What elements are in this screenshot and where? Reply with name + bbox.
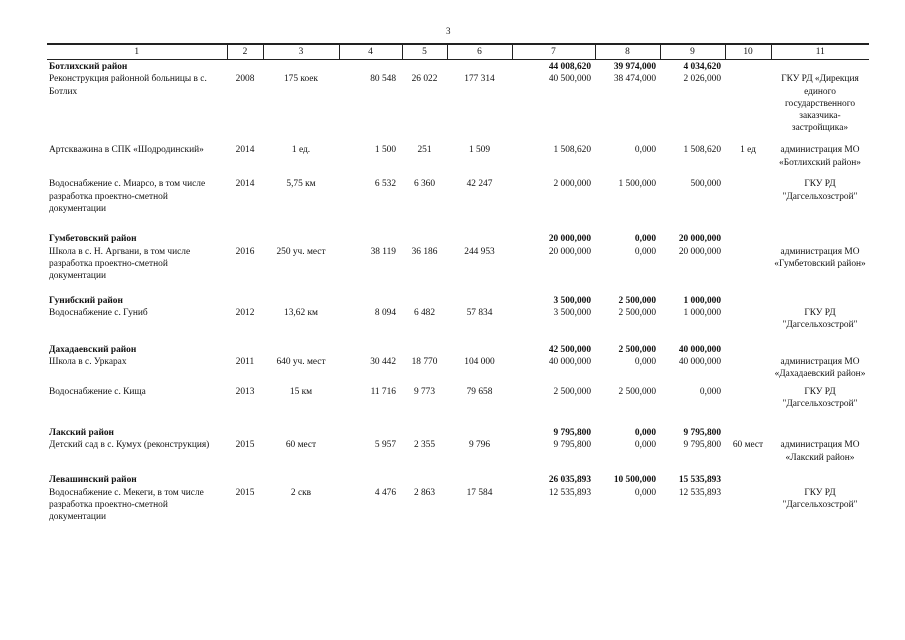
project-col-6: 17 584 <box>466 487 493 498</box>
column-header: 9 <box>660 44 725 60</box>
project-col-9: 0,000 <box>699 387 721 398</box>
project-col-5: 9 773 <box>413 387 436 398</box>
district-total-8: 0,000 <box>634 428 656 439</box>
project-col-8: 0,000 <box>634 246 656 257</box>
district-row <box>47 343 869 356</box>
project-col-10 <box>725 246 771 294</box>
column-header: 11 <box>771 44 869 60</box>
investment-projects-table <box>47 43 869 531</box>
project-capacity: 175 коек <box>283 74 318 85</box>
project-row <box>47 246 869 294</box>
project-col-10 <box>725 307 771 343</box>
project-capacity: 5,75 км <box>286 179 316 190</box>
district-name: Гунибский район <box>49 295 123 306</box>
project-col-9: 1 000,000 <box>683 307 721 318</box>
project-col-8: 0,000 <box>634 440 656 451</box>
project-row <box>47 144 869 178</box>
project-name: Реконструкция районной больницы в с. Ботлих <box>49 74 207 97</box>
project-col-9: 12 535,893 <box>678 487 721 498</box>
project-col-7: 1 508,620 <box>553 145 591 156</box>
project-col-5: 2 863 <box>413 487 436 498</box>
project-col-7: 2 500,000 <box>553 387 591 398</box>
project-capacity: 2 скв <box>290 487 312 498</box>
project-capacity: 250 уч. мест <box>276 246 326 257</box>
project-col-7: 20 000,000 <box>548 246 591 257</box>
district-total-7: 26 035,893 <box>548 475 591 486</box>
project-col-7: 12 535,893 <box>548 487 591 498</box>
project-customer: ГКУ РД «Дирекция единого государственного заказчика-застройщика» <box>781 74 859 134</box>
column-header: 6 <box>447 44 512 60</box>
project-customer: администрация МО «Гумбетовский район» <box>774 246 866 269</box>
district-row <box>47 294 869 307</box>
project-col-5: 6 482 <box>413 307 436 318</box>
project-customer: ГКУ РД "Дагсельхозстрой" <box>782 179 858 202</box>
district-total-9: 4 034,620 <box>683 62 721 73</box>
column-header: 10 <box>725 44 771 60</box>
project-capacity: 13,62 км <box>284 307 318 318</box>
project-col-9: 2 026,000 <box>683 74 721 85</box>
project-col-5: 2 355 <box>413 440 436 451</box>
project-col-4: 80 548 <box>370 74 396 85</box>
district-total-7: 42 500,000 <box>548 344 591 355</box>
project-capacity: 60 мест <box>285 440 317 451</box>
district-total-9: 15 535,893 <box>678 475 721 486</box>
page-number: 3 <box>446 26 451 36</box>
project-col-5: 36 186 <box>411 246 438 257</box>
project-col-6: 42 247 <box>466 179 493 190</box>
project-col-6: 9 796 <box>468 440 491 451</box>
project-name: Детский сад в с. Кумух (реконструкция) <box>49 440 210 451</box>
district-total-9: 20 000,000 <box>678 234 721 245</box>
project-col-5: 26 022 <box>411 74 438 85</box>
project-col-4: 38 119 <box>370 246 396 257</box>
project-year: 2015 <box>235 487 255 498</box>
project-col-5: 6 360 <box>413 179 436 190</box>
project-col-8: 2 500,000 <box>618 307 656 318</box>
project-row <box>47 178 869 232</box>
district-total-8: 10 500,000 <box>613 475 656 486</box>
column-header: 1 <box>47 44 227 60</box>
column-header: 8 <box>595 44 660 60</box>
district-total-8: 2 500,000 <box>618 344 656 355</box>
district-total-9: 40 000,000 <box>678 344 721 355</box>
project-col-6: 177 314 <box>464 74 495 85</box>
project-col-6: 57 834 <box>466 307 493 318</box>
project-customer: администрация МО «Лакский район» <box>780 440 860 463</box>
district-name: Левашинский район <box>49 475 137 486</box>
project-col-8: 0,000 <box>634 357 656 368</box>
project-year: 2015 <box>235 440 255 451</box>
project-customer: администрация МО «Дахадаевский район» <box>774 357 866 380</box>
district-row <box>47 60 869 74</box>
project-col-7: 9 795,800 <box>553 440 591 451</box>
project-year: 2014 <box>235 145 255 156</box>
project-name: Школа в с. Н. Аргвани, в том числе разработка проектно-сметной документации <box>49 246 191 282</box>
project-col-10 <box>725 356 771 386</box>
project-col-6: 104 000 <box>464 357 495 368</box>
project-col-9: 9 795,800 <box>683 440 721 451</box>
project-row <box>47 307 869 343</box>
project-customer: ГКУ РД "Дагсельхозстрой" <box>782 307 858 331</box>
project-col-7: 3 500,000 <box>553 307 591 318</box>
column-number-row <box>47 44 869 60</box>
project-year: 2013 <box>235 387 255 398</box>
column-header: 5 <box>402 44 447 60</box>
district-total-7: 44 008,620 <box>548 62 591 73</box>
district-total-7: 20 000,000 <box>548 234 591 245</box>
project-row <box>47 439 869 473</box>
project-col-7: 2 000,000 <box>553 179 591 190</box>
project-col-5: 251 <box>417 145 432 156</box>
project-year: 2016 <box>235 246 255 257</box>
project-col-7: 40 500,000 <box>548 74 591 85</box>
district-total-7: 9 795,800 <box>553 428 591 439</box>
district-total-7: 3 500,000 <box>553 295 591 306</box>
district-name: Лакский район <box>49 428 114 439</box>
project-name: Школа в с. Уркарах <box>49 357 127 368</box>
project-customer: ГКУ РД "Дагсельхозстрой" <box>782 487 858 510</box>
project-col-8: 0,000 <box>634 145 656 156</box>
project-row <box>47 356 869 386</box>
project-customer: администрация МО «Ботлихский район» <box>779 145 861 168</box>
district-total-8: 39 974,000 <box>613 62 656 73</box>
column-header: 4 <box>339 44 402 60</box>
project-capacity: 640 уч. мест <box>276 357 326 368</box>
project-col-8: 1 500,000 <box>618 179 656 190</box>
project-col-8: 38 474,000 <box>613 74 656 85</box>
project-col-9: 500,000 <box>690 179 721 190</box>
project-col-7: 40 000,000 <box>548 357 591 368</box>
district-total-8: 2 500,000 <box>618 295 656 306</box>
project-col-10: 1 ед <box>740 145 756 156</box>
project-col-4: 11 716 <box>370 387 396 398</box>
project-col-10: 60 мест <box>732 440 764 451</box>
project-customer: ГКУ РД "Дагсельхозстрой" <box>782 387 858 410</box>
project-year: 2011 <box>235 357 255 368</box>
district-name: Гумбетовский район <box>49 234 137 245</box>
project-name: Водоснабжение с. Мекеги, в том числе разработка проектно-сметной документации <box>49 487 204 522</box>
district-name: Дахадаевский район <box>49 344 137 355</box>
project-col-10 <box>725 73 771 144</box>
project-col-4: 1 500 <box>374 145 396 156</box>
column-header: 2 <box>227 44 263 60</box>
project-col-4: 8 094 <box>374 307 396 318</box>
project-col-9: 20 000,000 <box>678 246 721 257</box>
project-col-10 <box>725 386 771 426</box>
project-col-8: 0,000 <box>634 487 656 498</box>
district-row <box>47 473 869 486</box>
project-name: Водоснабжение с. Кища <box>49 387 146 398</box>
project-year: 2014 <box>235 179 255 190</box>
project-row <box>47 386 869 426</box>
project-col-9: 1 508,620 <box>683 145 721 156</box>
project-year: 2008 <box>235 74 255 85</box>
project-row <box>47 487 869 531</box>
district-total-8: 0,000 <box>634 234 656 245</box>
project-col-6: 79 658 <box>466 387 493 398</box>
project-col-9: 40 000,000 <box>678 357 721 368</box>
project-col-4: 5 957 <box>374 440 396 451</box>
column-header: 3 <box>263 44 339 60</box>
project-col-8: 2 500,000 <box>618 387 656 398</box>
district-row <box>47 426 869 439</box>
project-capacity: 1 ед. <box>291 145 311 156</box>
project-col-4: 6 532 <box>374 179 396 190</box>
project-col-6: 244 953 <box>464 246 495 257</box>
project-row <box>47 73 869 144</box>
project-name: Водоснабжение с. Миарсо, в том числе разработка проектно-сметной документации <box>49 179 206 214</box>
project-name: Артскважина в СПК «Шодродинский» <box>49 145 204 156</box>
district-row <box>47 232 869 245</box>
project-year: 2012 <box>235 307 255 318</box>
district-name: Ботлихский район <box>49 62 128 73</box>
project-col-6: 1 509 <box>468 145 491 156</box>
district-total-9: 1 000,000 <box>683 295 721 306</box>
project-col-4: 4 476 <box>374 487 396 498</box>
project-col-10 <box>725 487 771 531</box>
project-col-10 <box>725 178 771 232</box>
project-name: Водоснабжение с. Гуниб <box>49 307 148 318</box>
project-col-5: 18 770 <box>411 357 438 368</box>
district-total-9: 9 795,800 <box>683 428 721 439</box>
column-header: 7 <box>512 44 595 60</box>
project-capacity: 15 км <box>289 387 313 398</box>
project-col-4: 30 442 <box>370 357 396 368</box>
